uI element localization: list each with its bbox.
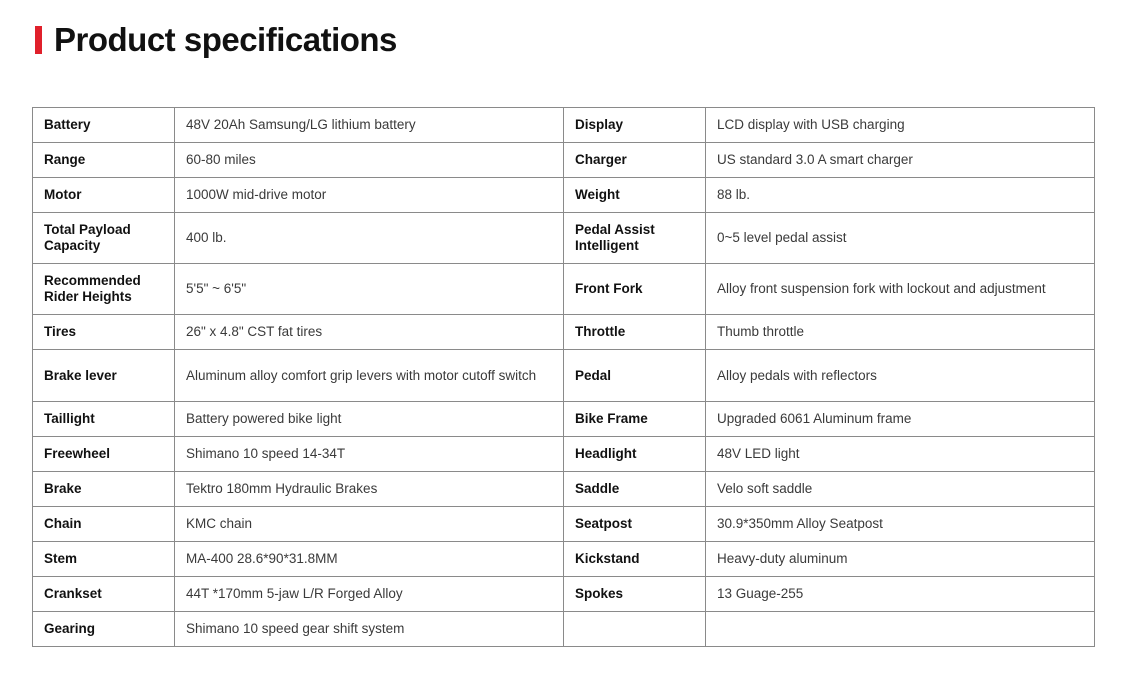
spec-value: MA-400 28.6*90*31.8MM [175,542,564,577]
spec-label: Chain [33,507,175,542]
spec-value: 30.9*350mm Alloy Seatpost [706,507,1095,542]
spec-label: Recommended Rider Heights [33,264,175,315]
spec-label: Gearing [33,612,175,647]
title-accent-bar [35,26,42,54]
spec-value: 88 lb. [706,178,1095,213]
spec-label: Tires [33,315,175,350]
table-row [33,264,1095,315]
spec-value: US standard 3.0 A smart charger [706,143,1095,178]
table-row [33,437,1095,472]
table-row [33,108,1095,143]
spec-label: Pedal [564,350,706,402]
spec-value: Tektro 180mm Hydraulic Brakes [175,472,564,507]
spec-value: Shimano 10 speed gear shift system [175,612,564,647]
spec-value: LCD display with USB charging [706,108,1095,143]
spec-label: Total Payload Capacity [33,213,175,264]
spec-label: Weight [564,178,706,213]
spec-value: 60-80 miles [175,143,564,178]
spec-value: Upgraded 6061 Aluminum frame [706,402,1095,437]
table-row [33,542,1095,577]
spec-label: Headlight [564,437,706,472]
spec-label: Battery [33,108,175,143]
spec-value: Heavy-duty aluminum [706,542,1095,577]
spec-label: Display [564,108,706,143]
spec-value: KMC chain [175,507,564,542]
spec-value: Aluminum alloy comfort grip levers with motor cutoff switch [175,350,564,402]
spec-label: Spokes [564,577,706,612]
spec-label: Front Fork [564,264,706,315]
table-row [33,472,1095,507]
spec-value: 48V LED light [706,437,1095,472]
spec-label: Brake lever [33,350,175,402]
spec-label: Motor [33,178,175,213]
spec-label: Charger [564,143,706,178]
table-row [33,178,1095,213]
spec-label: Brake [33,472,175,507]
table-row [33,350,1095,402]
spec-value: 0~5 level pedal assist [706,213,1095,264]
spec-label: Taillight [33,402,175,437]
spec-value: 5'5" ~ 6'5" [175,264,564,315]
spec-label: Range [33,143,175,178]
table-row [33,213,1095,264]
spec-value: Velo soft saddle [706,472,1095,507]
spec-label [564,612,706,647]
spec-value: 400 lb. [175,213,564,264]
spec-value: Battery powered bike light [175,402,564,437]
spec-label: Stem [33,542,175,577]
table-row [33,143,1095,178]
spec-label: Throttle [564,315,706,350]
spec-value: Thumb throttle [706,315,1095,350]
spec-value: 26" x 4.8" CST fat tires [175,315,564,350]
spec-label: Freewheel [33,437,175,472]
table-row [33,577,1095,612]
spec-label: Crankset [33,577,175,612]
table-row [33,402,1095,437]
spec-label: Bike Frame [564,402,706,437]
spec-value: Alloy pedals with reflectors [706,350,1095,402]
spec-label: Pedal Assist Intelligent [564,213,706,264]
table-row [33,507,1095,542]
spec-value [706,612,1095,647]
spec-value: 1000W mid-drive motor [175,178,564,213]
spec-label: Kickstand [564,542,706,577]
spec-value: Shimano 10 speed 14-34T [175,437,564,472]
table-row [33,612,1095,647]
spec-table [32,107,1095,647]
spec-label: Saddle [564,472,706,507]
table-row [33,315,1095,350]
page-title: Product specifications [54,21,397,58]
spec-value: 13 Guage-255 [706,577,1095,612]
spec-value: Alloy front suspension fork with lockout and adjustment [706,264,1095,315]
page-header [35,22,397,58]
spec-value: 44T *170mm 5-jaw L/R Forged Alloy [175,577,564,612]
spec-label: Seatpost [564,507,706,542]
spec-value: 48V 20Ah Samsung/LG lithium battery [175,108,564,143]
